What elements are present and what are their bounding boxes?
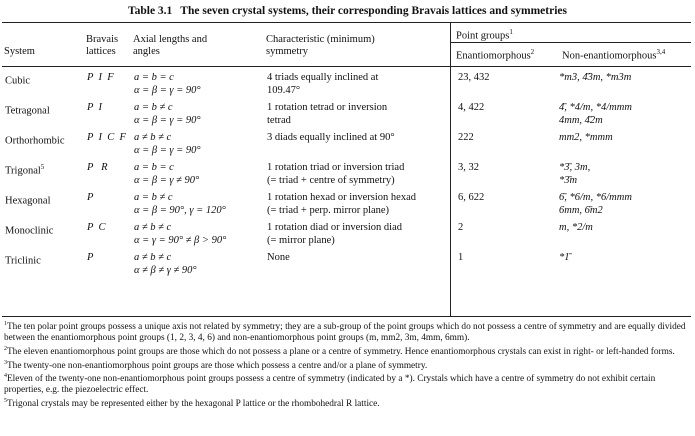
cell-system [2,161,84,191]
cell-axial [131,131,264,161]
crystal-systems-table [2,71,691,278]
lattice-symbols: P I C F [87,132,126,143]
enantiomorphous-groups: 1 [458,252,464,263]
cell-system [2,131,84,161]
bottom-rule [2,316,691,317]
cell-enantiomorphous [450,101,556,131]
table-title: The seven crystal systems, their corresponding Bravais lattices and symmetries [180,5,567,17]
symmetry-line: (= mirror plane) [267,235,335,246]
system-name: Cubic [5,75,31,87]
footnote-text: The twenty-one non-enantiomorphous point groups are those which possess a centre and/or a plane of symmetry. [7,360,428,371]
table-row [2,131,691,161]
cell-non-enantiomorphous [556,191,691,221]
cell-lattices [84,161,131,191]
footnote-mark: 5 [4,398,7,405]
system-name: Hexagonal [5,195,51,207]
cell-symmetry [264,161,450,191]
footnote-text: The ten polar point groups possess a unique axis not related by symmetry; they are a sub-group of the point groups which do not possess a centre of symmetry and are equally divided between the enantiomorphous point groups (1, 2, 3, 4, 6) and non-enantiomorphous point groups (m, mm2, 3m, 4mm, 6mm). [4,322,686,343]
header-enantiomorphous [456,48,534,62]
cell-enantiomorphous [450,71,556,101]
cell-axial [131,191,264,221]
cell-symmetry [264,251,450,278]
header-system: System [4,46,35,57]
non-enantiomorphous-groups: *3̄, 3m, [559,162,591,173]
axial-line: α = β = γ = 90° [134,145,201,156]
axial-line: a ≠ b ≠ c [134,222,172,233]
cell-non-enantiomorphous [556,221,691,251]
cell-lattices [84,131,131,161]
footnote-mark: 1 [4,321,7,327]
non-enantiomorphous-groups: 4̄, *4/m, *4/mmm [559,102,632,113]
cell-lattices [84,71,131,101]
system-name: Orthorhombic [5,135,65,147]
axial-line: a = b ≠ c [134,102,173,113]
symmetry-line: (= triad + centre of symmetry) [267,175,395,186]
enantiomorphous-groups: 6, 622 [458,192,485,203]
cell-lattices [84,101,131,131]
non-enantiomorphous-groups: *3̄m [559,175,578,186]
cell-symmetry [264,101,450,131]
header-axial [133,34,207,58]
header-point-groups-sup: 1 [509,28,513,36]
lattice-symbols: P [87,252,94,263]
axial-line: a = b = c [134,162,174,173]
non-enantiomorphous-groups: m, *2/m [559,222,593,233]
symmetry-line: None [267,252,290,263]
axial-line: α = β = γ = 90° [134,115,201,126]
cell-non-enantiomorphous [556,101,691,131]
footnote [4,396,690,410]
table-caption [0,5,695,17]
enantiomorphous-groups: 2 [458,222,464,233]
lattice-symbols: P I F [87,72,114,83]
cell-axial [131,101,264,131]
non-enantiomorphous-groups: 6̄, *6/m, *6/mmm [559,192,632,203]
table-row [2,71,691,101]
axial-line: a ≠ b ≠ c [134,252,172,263]
axial-line: α = β = 90°, γ = 120° [134,205,226,216]
system-footnote-mark: 5 [40,163,45,171]
cell-symmetry [264,131,450,161]
cell-system [2,251,84,278]
symmetry-line: tetrad [267,115,291,126]
symmetry-line: 1 rotation hexad or inversion hexad [267,192,416,203]
cell-symmetry [264,191,450,221]
cell-lattices [84,221,131,251]
non-enantiomorphous-groups: 4mm, 4̄2m [559,115,603,126]
header-rule [2,66,691,67]
table-row [2,251,691,278]
lattice-symbols: P C [87,222,106,233]
non-enantiomorphous-groups: *m3, 4̄3m, *m3m [559,72,632,83]
footnote-text: Eleven of the twenty-one non-enantiomorphous point groups possess a centre of symmetry (indicated by a *). Crystals which have a centre of symmetry do not exhibit certain properties, e.g. the piezoelectric effect. [4,374,656,396]
table-row [2,191,691,221]
cell-system [2,221,84,251]
table-row [2,101,691,131]
footnote [4,358,690,372]
cell-axial [131,161,264,191]
enantiomorphous-groups: 4, 422 [458,102,485,113]
symmetry-line: 1 rotation tetrad or inversion [267,102,388,113]
header-non-enantiomorphous-label: Non-enantiomorphous [562,50,657,62]
axial-line: α ≠ β ≠ γ ≠ 90° [134,265,197,276]
header-characteristic-line1: Characteristic (minimum) [266,34,375,45]
cell-non-enantiomorphous [556,251,691,278]
axial-line: a ≠ b ≠ c [134,132,172,143]
non-enantiomorphous-groups: 6mm, 6̄m2 [559,205,603,216]
footnote-text: The eleven enantiomorphous point groups are those which do not possess a plane or a centre of symmetry. Hence enantiomorphous crystals can exist in right- or left-handed forms. [7,346,675,357]
cell-lattices [84,251,131,278]
header-bravais-line2: lattices [86,46,116,57]
header-bravais-line1: Bravais [86,34,119,45]
table-body [2,71,691,278]
axial-line: α = β = γ ≠ 90° [134,175,200,186]
cell-non-enantiomorphous [556,161,691,191]
cell-enantiomorphous [450,161,556,191]
cell-symmetry [264,221,450,251]
enantiomorphous-groups: 222 [458,132,474,143]
table-row [2,161,691,191]
cell-enantiomorphous [450,191,556,221]
system-name: Monoclinic [5,225,54,237]
lattice-symbols: P R [87,162,108,173]
cell-symmetry [264,71,450,101]
cell-enantiomorphous [450,131,556,161]
enantiomorphous-groups: 3, 32 [458,162,479,173]
footnote-mark: 3 [4,359,7,366]
footnote [4,344,690,358]
footnote [4,319,690,344]
header-axial-line1: Axial lengths and [133,34,208,45]
lattice-symbols: P I [87,102,102,113]
non-enantiomorphous-groups: mm2, *mmm [559,132,613,143]
point-groups-subrule [450,42,691,43]
axial-line: α = β = γ = 90° [134,85,201,96]
header-enantiomorphous-label: Enantiomorphous [456,50,531,62]
symmetry-line: 3 diads equally inclined at 90° [267,132,395,143]
symmetry-line: 1 rotation diad or inversion diad [267,222,403,233]
lattice-symbols: P [87,192,94,203]
symmetry-line: 109.47° [267,85,301,96]
footnote-mark: 4 [4,373,7,380]
header-bravais [86,34,118,58]
enantiomorphous-groups: 23, 432 [458,72,490,83]
footnote-mark: 2 [4,345,7,352]
symmetry-line: 1 rotation triad or inversion triad [267,162,405,173]
cell-axial [131,221,264,251]
header-axial-line2: angles [133,46,160,57]
cell-enantiomorphous [450,251,556,278]
cell-system [2,71,84,101]
footnote [4,371,690,396]
header-characteristic-line2: symmetry [266,46,308,57]
header-point-groups [456,28,513,42]
cell-lattices [84,191,131,221]
cell-axial [131,71,264,101]
symmetry-line: 4 triads equally inclined at [267,72,379,83]
header-enantiomorphous-sup: 2 [530,48,535,56]
footnote-text: Trigonal crystals may be represented either by the hexagonal P lattice or the rhombohedral R lattice. [7,399,380,410]
cell-axial [131,251,264,278]
non-enantiomorphous-groups: *1̄ [559,252,570,263]
axial-line: a = b ≠ c [134,192,173,203]
cell-non-enantiomorphous [556,131,691,161]
header-non-enantiomorphous-sup: 3,4 [656,48,666,56]
table-number: Table 3.1 [127,5,173,17]
top-rule [2,22,691,23]
header-non-enantiomorphous [562,48,665,62]
footnotes [4,319,690,410]
table-row [2,221,691,251]
cell-non-enantiomorphous [556,71,691,101]
cell-system [2,101,84,131]
system-name: Trigonal [5,165,41,177]
cell-system [2,191,84,221]
system-name: Triclinic [5,255,41,267]
header-point-groups-label: Point groups [456,30,510,42]
axial-line: α = γ = 90° ≠ β > 90° [134,235,227,246]
cell-enantiomorphous [450,221,556,251]
system-name: Tetragonal [5,105,50,117]
header-characteristic [266,34,375,58]
symmetry-line: (= triad + perp. mirror plane) [267,205,390,216]
axial-line: a = b = c [134,72,174,83]
